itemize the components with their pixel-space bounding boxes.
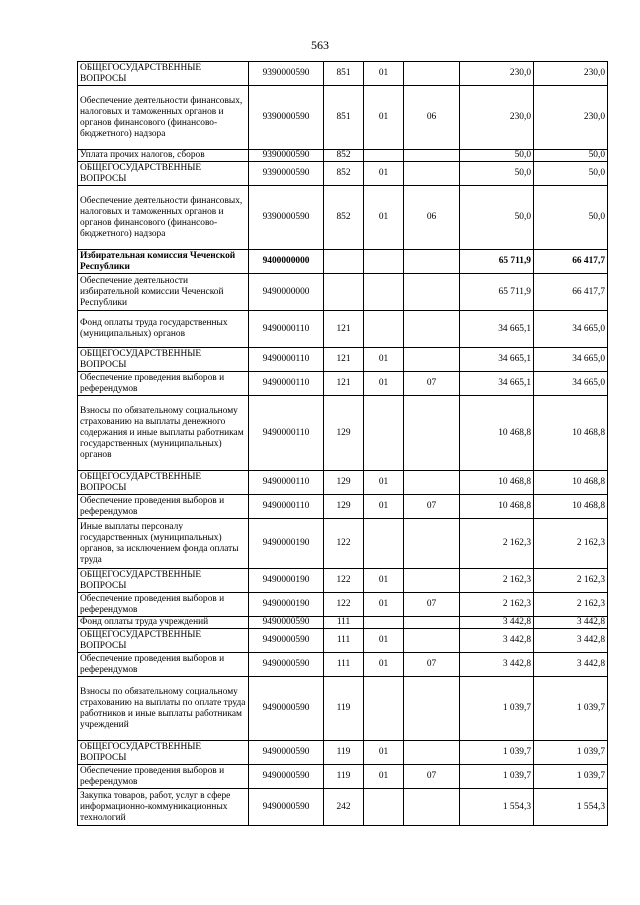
row-amount-year1: 3 442,8 <box>460 617 534 629</box>
row-section: 01 <box>364 629 404 653</box>
row-target-code: 9400000000 <box>249 250 324 274</box>
row-section: 01 <box>364 348 404 372</box>
row-target-code: 9390000590 <box>249 150 324 162</box>
row-section: 01 <box>364 86 404 150</box>
row-subsection: 07 <box>404 765 460 789</box>
row-amount-year1: 10 468,8 <box>460 495 534 519</box>
table-row <box>78 62 608 86</box>
row-amount-year1: 34 665,1 <box>460 348 534 372</box>
row-expense-type: 129 <box>324 396 364 471</box>
row-subsection <box>404 396 460 471</box>
table-row <box>78 86 608 150</box>
table-row <box>78 677 608 741</box>
row-section <box>364 519 404 569</box>
row-target-code: 9390000590 <box>249 186 324 250</box>
row-section <box>364 789 404 826</box>
row-amount-year2: 50,0 <box>534 186 608 250</box>
row-section: 01 <box>364 741 404 765</box>
row-amount-year2: 3 442,8 <box>534 629 608 653</box>
row-section: 01 <box>364 162 404 186</box>
row-expense-type <box>324 250 364 274</box>
row-amount-year2: 1 554,3 <box>534 789 608 826</box>
row-name: Обеспечение проведения выборов и референдумов <box>78 765 249 789</box>
row-amount-year1: 65 711,9 <box>460 250 534 274</box>
row-amount-year1: 2 162,3 <box>460 593 534 617</box>
table-row <box>78 519 608 569</box>
row-amount-year2: 1 039,7 <box>534 741 608 765</box>
row-name: Уплата прочих налогов, сборов <box>78 150 249 162</box>
row-amount-year2: 34 665,0 <box>534 311 608 348</box>
row-section <box>364 617 404 629</box>
row-target-code: 9390000590 <box>249 162 324 186</box>
budget-table-body <box>78 62 608 826</box>
table-row <box>78 593 608 617</box>
row-name: Закупка товаров, работ, услуг в сфере информационно-коммуникационных технологий <box>78 789 249 826</box>
row-amount-year1: 2 162,3 <box>460 519 534 569</box>
row-expense-type: 111 <box>324 629 364 653</box>
row-subsection: 07 <box>404 372 460 396</box>
row-subsection <box>404 150 460 162</box>
table-row <box>78 186 608 250</box>
row-name: ОБЩЕГОСУДАРСТВЕННЫЕ ВОПРОСЫ <box>78 629 249 653</box>
budget-table <box>77 61 608 826</box>
row-name: Обеспечение проведения выборов и референдумов <box>78 653 249 677</box>
row-subsection: 07 <box>404 495 460 519</box>
row-section <box>364 396 404 471</box>
row-section: 01 <box>364 765 404 789</box>
row-expense-type: 851 <box>324 86 364 150</box>
row-name: ОБЩЕГОСУДАРСТВЕННЫЕ ВОПРОСЫ <box>78 741 249 765</box>
table-row <box>78 789 608 826</box>
row-subsection <box>404 629 460 653</box>
row-amount-year1: 1 039,7 <box>460 677 534 741</box>
row-section: 01 <box>364 186 404 250</box>
row-amount-year1: 230,0 <box>460 62 534 86</box>
row-amount-year2: 3 442,8 <box>534 653 608 677</box>
row-amount-year1: 1 039,7 <box>460 741 534 765</box>
row-section <box>364 150 404 162</box>
row-section: 01 <box>364 593 404 617</box>
table-row <box>78 629 608 653</box>
row-expense-type: 111 <box>324 617 364 629</box>
row-target-code: 9490000110 <box>249 471 324 495</box>
row-target-code: 9490000590 <box>249 653 324 677</box>
row-target-code: 9490000590 <box>249 765 324 789</box>
table-row <box>78 372 608 396</box>
row-expense-type: 852 <box>324 186 364 250</box>
row-amount-year1: 34 665,1 <box>460 372 534 396</box>
row-amount-year1: 1 039,7 <box>460 765 534 789</box>
row-target-code: 9490000110 <box>249 348 324 372</box>
table-row <box>78 495 608 519</box>
row-target-code: 9490000110 <box>249 396 324 471</box>
row-subsection <box>404 789 460 826</box>
row-target-code: 9490000000 <box>249 274 324 311</box>
table-row <box>78 471 608 495</box>
row-amount-year1: 50,0 <box>460 162 534 186</box>
row-subsection: 07 <box>404 653 460 677</box>
row-amount-year1: 3 442,8 <box>460 629 534 653</box>
row-expense-type: 111 <box>324 653 364 677</box>
row-section: 01 <box>364 372 404 396</box>
row-subsection <box>404 677 460 741</box>
row-name: Обеспечение деятельности избирательной комиссии Чеченской Республики <box>78 274 249 311</box>
row-name: ОБЩЕГОСУДАРСТВЕННЫЕ ВОПРОСЫ <box>78 569 249 593</box>
row-amount-year1: 230,0 <box>460 86 534 150</box>
row-amount-year2: 50,0 <box>534 162 608 186</box>
row-amount-year2: 66 417,7 <box>534 250 608 274</box>
row-subsection <box>404 311 460 348</box>
row-section: 01 <box>364 62 404 86</box>
row-expense-type: 129 <box>324 495 364 519</box>
row-subsection: 07 <box>404 593 460 617</box>
row-subsection <box>404 519 460 569</box>
row-expense-type: 122 <box>324 593 364 617</box>
table-row <box>78 274 608 311</box>
row-name: ОБЩЕГОСУДАРСТВЕННЫЕ ВОПРОСЫ <box>78 348 249 372</box>
row-expense-type: 122 <box>324 569 364 593</box>
row-expense-type: 851 <box>324 62 364 86</box>
row-target-code: 9390000590 <box>249 62 324 86</box>
table-row <box>78 250 608 274</box>
row-section <box>364 250 404 274</box>
row-name: ОБЩЕГОСУДАРСТВЕННЫЕ ВОПРОСЫ <box>78 162 249 186</box>
row-name: Обеспечение деятельности финансовых, налоговых и таможенных органов и органов финансового (финансово-бюджетного) надзора <box>78 86 249 150</box>
row-target-code: 9490000190 <box>249 569 324 593</box>
row-section: 01 <box>364 471 404 495</box>
row-amount-year1: 34 665,1 <box>460 311 534 348</box>
row-amount-year2: 34 665,0 <box>534 348 608 372</box>
row-expense-type: 852 <box>324 162 364 186</box>
row-target-code: 9390000590 <box>249 86 324 150</box>
table-row <box>78 741 608 765</box>
page-number: 563 <box>311 38 329 52</box>
table-row <box>78 162 608 186</box>
row-amount-year2: 10 468,8 <box>534 495 608 519</box>
row-section: 01 <box>364 495 404 519</box>
row-subsection: 06 <box>404 186 460 250</box>
row-target-code: 9490000190 <box>249 519 324 569</box>
row-amount-year2: 1 039,7 <box>534 677 608 741</box>
row-name: Обеспечение деятельности финансовых, налоговых и таможенных органов и органов финансового (финансово-бюджетного) надзора <box>78 186 249 250</box>
row-target-code: 9490000590 <box>249 629 324 653</box>
row-amount-year1: 2 162,3 <box>460 569 534 593</box>
row-expense-type: 129 <box>324 471 364 495</box>
table-row <box>78 569 608 593</box>
row-amount-year1: 1 554,3 <box>460 789 534 826</box>
row-subsection <box>404 569 460 593</box>
row-section <box>364 311 404 348</box>
row-name: Фонд оплаты труда учреждений <box>78 617 249 629</box>
row-name: Взносы по обязательному социальному страхованию на выплаты по оплате труда работников и иные выплаты работникам учреждений <box>78 677 249 741</box>
row-name: Иные выплаты персоналу государственных (муниципальных) органов, за исключением фонда оплаты труда <box>78 519 249 569</box>
row-subsection <box>404 617 460 629</box>
row-amount-year1: 10 468,8 <box>460 396 534 471</box>
row-name: Обеспечение проведения выборов и референдумов <box>78 593 249 617</box>
table-row <box>78 617 608 629</box>
table-row <box>78 396 608 471</box>
row-subsection <box>404 741 460 765</box>
row-amount-year2: 10 468,8 <box>534 396 608 471</box>
row-expense-type: 852 <box>324 150 364 162</box>
row-target-code: 9490000110 <box>249 372 324 396</box>
row-target-code: 9490000590 <box>249 789 324 826</box>
row-subsection <box>404 162 460 186</box>
row-amount-year2: 2 162,3 <box>534 519 608 569</box>
row-subsection <box>404 62 460 86</box>
row-expense-type: 121 <box>324 372 364 396</box>
row-target-code: 9490000590 <box>249 741 324 765</box>
table-row <box>78 311 608 348</box>
row-expense-type <box>324 274 364 311</box>
row-expense-type: 119 <box>324 765 364 789</box>
table-row <box>78 653 608 677</box>
row-name: Обеспечение проведения выборов и референдумов <box>78 372 249 396</box>
row-name: Обеспечение проведения выборов и референдумов <box>78 495 249 519</box>
row-name: Фонд оплаты труда государственных (муниципальных) органов <box>78 311 249 348</box>
row-expense-type: 121 <box>324 311 364 348</box>
row-section <box>364 274 404 311</box>
row-expense-type: 119 <box>324 677 364 741</box>
row-expense-type: 242 <box>324 789 364 826</box>
row-section: 01 <box>364 569 404 593</box>
row-name: ОБЩЕГОСУДАРСТВЕННЫЕ ВОПРОСЫ <box>78 62 249 86</box>
row-section: 01 <box>364 653 404 677</box>
row-amount-year2: 2 162,3 <box>534 593 608 617</box>
row-amount-year2: 50,0 <box>534 150 608 162</box>
row-name: ОБЩЕГОСУДАРСТВЕННЫЕ ВОПРОСЫ <box>78 471 249 495</box>
row-subsection <box>404 250 460 274</box>
row-subsection: 06 <box>404 86 460 150</box>
row-subsection <box>404 274 460 311</box>
row-target-code: 9490000110 <box>249 495 324 519</box>
row-amount-year2: 3 442,8 <box>534 617 608 629</box>
row-amount-year1: 50,0 <box>460 186 534 250</box>
row-expense-type: 119 <box>324 741 364 765</box>
row-target-code: 9490000590 <box>249 677 324 741</box>
row-amount-year2: 34 665,0 <box>534 372 608 396</box>
row-amount-year2: 1 039,7 <box>534 765 608 789</box>
row-target-code: 9490000110 <box>249 311 324 348</box>
table-row <box>78 765 608 789</box>
row-amount-year1: 3 442,8 <box>460 653 534 677</box>
row-amount-year2: 66 417,7 <box>534 274 608 311</box>
row-amount-year2: 2 162,3 <box>534 569 608 593</box>
row-expense-type: 122 <box>324 519 364 569</box>
row-amount-year1: 65 711,9 <box>460 274 534 311</box>
row-expense-type: 121 <box>324 348 364 372</box>
row-target-code: 9490000590 <box>249 617 324 629</box>
row-amount-year2: 230,0 <box>534 86 608 150</box>
table-row <box>78 348 608 372</box>
row-amount-year1: 50,0 <box>460 150 534 162</box>
row-subsection <box>404 348 460 372</box>
row-name: Избирательная комиссия Чеченской Республики <box>78 250 249 274</box>
row-section <box>364 677 404 741</box>
row-amount-year2: 230,0 <box>534 62 608 86</box>
table-row <box>78 150 608 162</box>
row-name: Взносы по обязательному социальному страхованию на выплаты денежного содержания и иные выплаты работникам государственных (муниципальных) органов <box>78 396 249 471</box>
row-subsection <box>404 471 460 495</box>
row-amount-year2: 10 468,8 <box>534 471 608 495</box>
row-amount-year1: 10 468,8 <box>460 471 534 495</box>
row-target-code: 9490000190 <box>249 593 324 617</box>
